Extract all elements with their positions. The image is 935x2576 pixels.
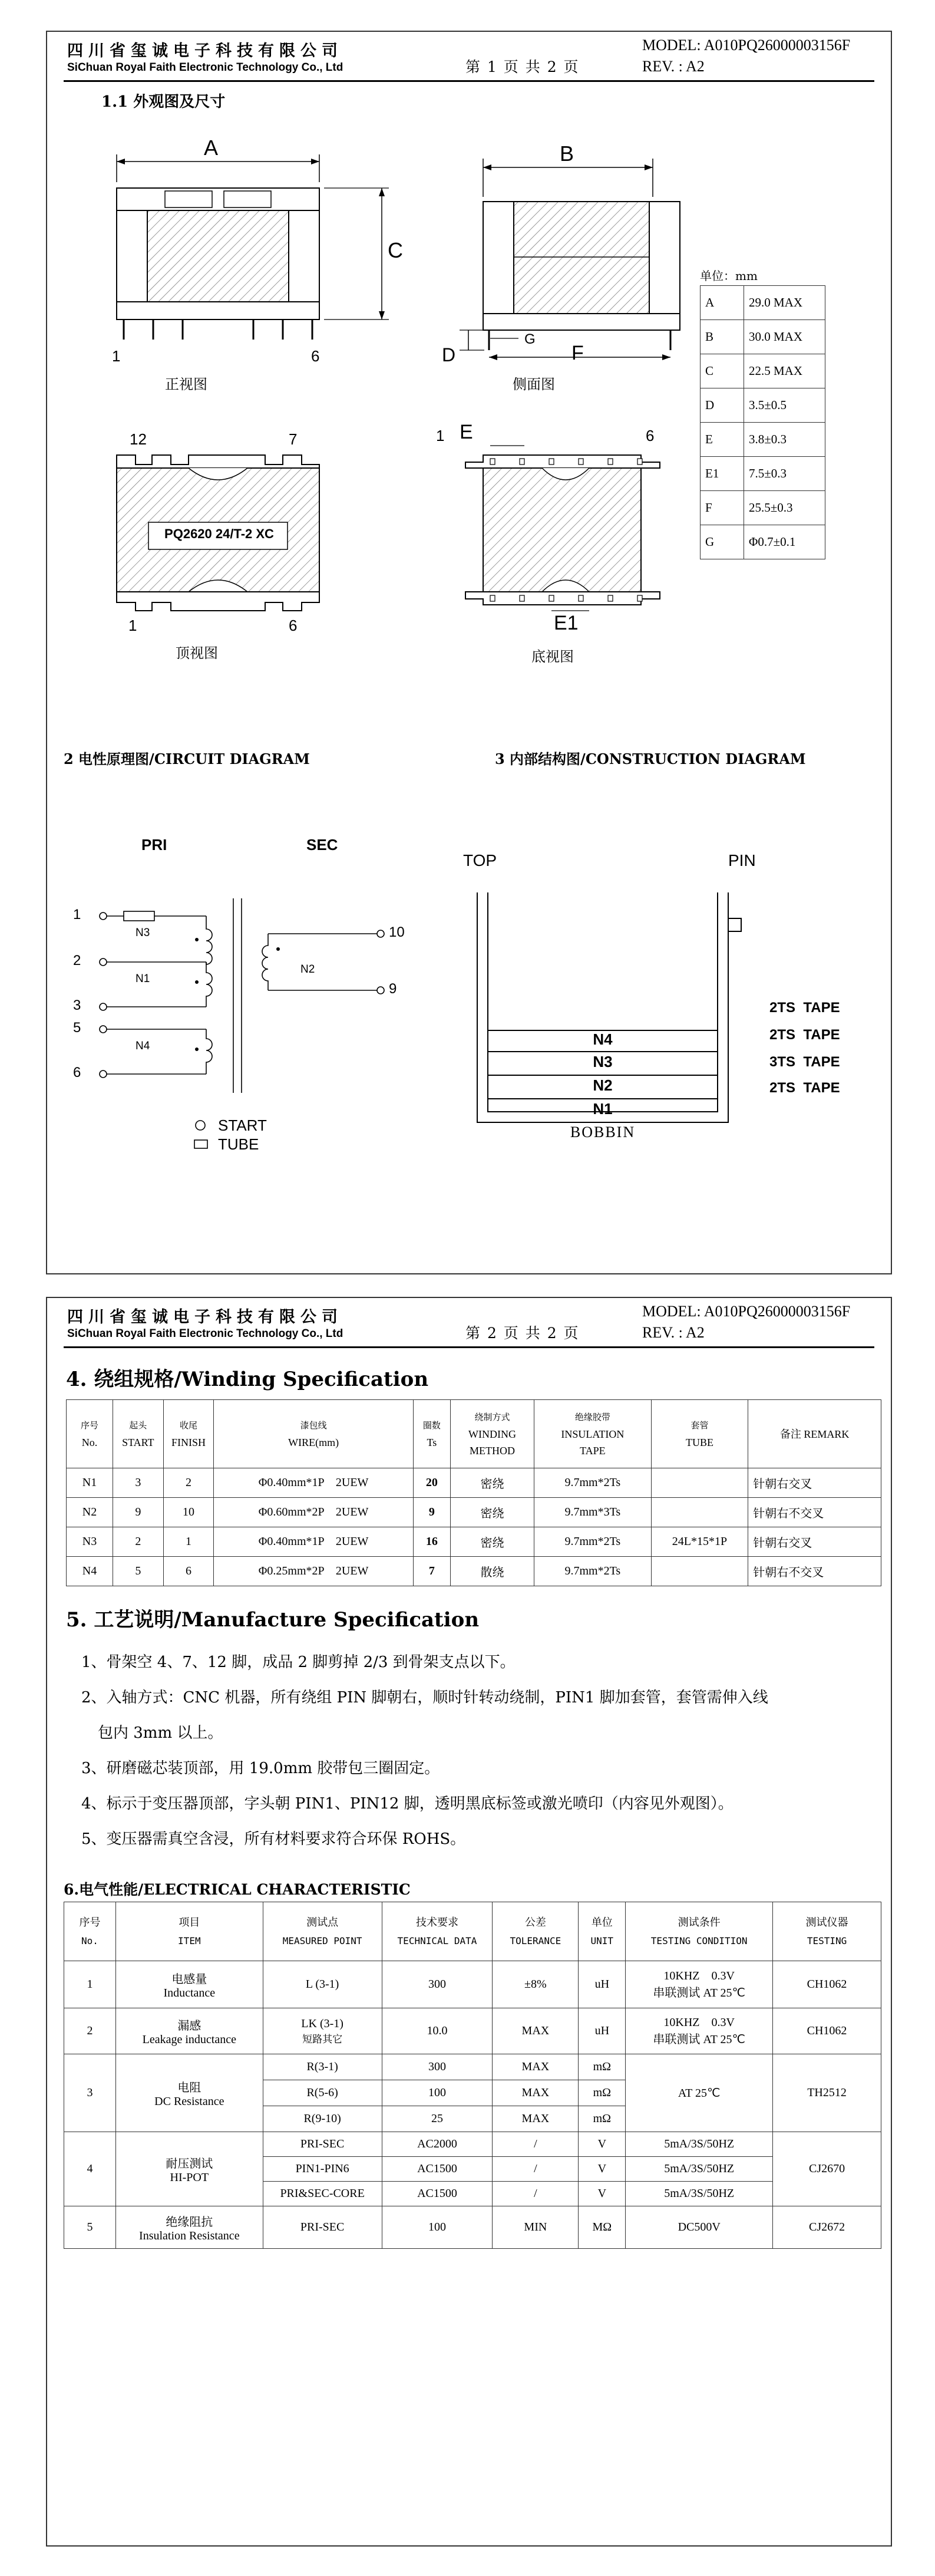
cell-data: 10.0 [382, 2008, 493, 2054]
unit-label: 单位：mm [700, 269, 758, 283]
header-line: ITEM [178, 1935, 201, 1946]
dimension-key: C [701, 354, 744, 388]
header-line: 套管 [690, 1421, 709, 1431]
table-row [67, 1498, 881, 1527]
header-line: 测试条件 [678, 1916, 721, 1928]
circuit-pin-3: 3 [73, 997, 81, 1013]
legend-tube: TUBE [218, 1135, 259, 1153]
cell-tolerance: ±8% [493, 1961, 579, 2008]
tape-label-2: 2TS TAPE [769, 1027, 840, 1043]
cell-point: L (3-1) [263, 1961, 382, 2008]
winding-label-n4: N4 [136, 1040, 150, 1052]
cell-unit: V [579, 2182, 626, 2206]
cell-tolerance: MAX [493, 2054, 579, 2080]
cell-instrument: TH2512 [773, 2054, 881, 2132]
cell-no: 2 [64, 2008, 116, 2054]
dimension-row [701, 525, 825, 559]
table-row [67, 1527, 881, 1557]
table-cell [651, 1557, 748, 1586]
company-name-cn: 四川省玺诚电子科技有限公司 [67, 42, 343, 60]
column-header [64, 1902, 116, 1961]
item-en: Leakage inductance [142, 2033, 236, 2046]
header-line: TESTING [807, 1935, 847, 1946]
header-line: 收尾 [180, 1421, 198, 1431]
winding-label-n3: N3 [136, 927, 150, 939]
table-row [64, 2008, 881, 2054]
cell-tolerance: / [493, 2182, 579, 2206]
header-line: 绝缘胶带 [574, 1412, 610, 1422]
cell-instrument: CJ2670 [773, 2132, 881, 2206]
cell-data: AC1500 [382, 2182, 493, 2206]
cell-point: PRI-SEC [263, 2206, 382, 2249]
table-cell: 10 [163, 1498, 214, 1527]
section-title-construction: 3 内部结构图/CONSTRUCTION DIAGRAM [495, 750, 806, 767]
bottom-view-drawing [465, 446, 660, 611]
table-cell: 密绕 [450, 1527, 534, 1557]
dimension-key: A [701, 286, 744, 320]
point-line: LK (3-1) [301, 2017, 343, 2030]
bottom-view-caption: 底视图 [531, 648, 574, 665]
cell-tolerance: MAX [493, 2106, 579, 2132]
header-line: 公差 [524, 1916, 546, 1928]
header-line: 序号 [79, 1916, 101, 1928]
cell-point: R(5-6) [263, 2080, 382, 2106]
table-cell [651, 1498, 748, 1527]
cell-condition [626, 1961, 773, 2008]
table-row [64, 2132, 881, 2157]
column-header [579, 1902, 626, 1961]
column-header [214, 1400, 413, 1468]
header-line: WIRE(mm) [288, 1436, 339, 1448]
header-line: TAPE [580, 1444, 606, 1457]
header-line: INSULATION [561, 1428, 625, 1440]
cell-point [263, 2008, 382, 2054]
top-pin12-label: 12 [130, 430, 147, 448]
cell-condition: DC500V [626, 2206, 773, 2249]
circuit-label-sec: SEC [306, 836, 338, 854]
winding-label-n1: N1 [136, 973, 150, 985]
drawing-sheet-1 [46, 31, 892, 1274]
bobbin-label: BOBBIN [570, 1124, 636, 1141]
circuit-pin-1: 1 [73, 907, 81, 923]
table-cell: 9.7mm*2Ts [534, 1468, 652, 1498]
table-cell: 16 [413, 1527, 450, 1557]
condition-line: 10KHZ 0.3V [663, 1969, 735, 1982]
table-cell: 针朝右交叉 [748, 1527, 881, 1557]
tape-label-1: 2TS TAPE [769, 1000, 840, 1016]
dimension-row [701, 388, 825, 423]
table-cell: 9 [413, 1498, 450, 1527]
header-line: 圈数 [422, 1421, 441, 1431]
cell-data: 25 [382, 2106, 493, 2132]
layer-n2: N2 [593, 1076, 613, 1094]
cell-unit: uH [579, 1961, 626, 2008]
cell-tolerance: / [493, 2157, 579, 2182]
header-line: METHOD [470, 1444, 516, 1457]
cell-point: PIN1-PIN6 [263, 2157, 382, 2182]
table-cell: Φ0.25mm*2P 2UEW [214, 1557, 413, 1586]
header-line: No. [81, 1436, 98, 1448]
header-line: 绕制方式 [474, 1412, 510, 1422]
cell-data: 100 [382, 2080, 493, 2106]
header-line: 技术要求 [415, 1916, 458, 1928]
header-line: 序号 [80, 1421, 98, 1431]
table-cell: 9.7mm*3Ts [534, 1498, 652, 1527]
drawing-sheet-2 [46, 1297, 892, 2547]
header-line: WINDING [468, 1428, 516, 1440]
item-cn: 耐压测试 [166, 2157, 213, 2170]
page-number: 第 2 页 共 2 页 [465, 1325, 580, 1342]
dimension-row [701, 491, 825, 525]
item-cn: 绝缘阻抗 [166, 2215, 213, 2229]
bottom-pin6-label: 6 [646, 427, 655, 444]
table-cell: 9.7mm*2Ts [534, 1527, 652, 1557]
header-rule [64, 1346, 874, 1348]
header-line: 起头 [129, 1421, 147, 1431]
cell-unit: V [579, 2157, 626, 2182]
cell-data: 300 [382, 2054, 493, 2080]
dimension-key: E [701, 423, 744, 457]
header-line: 项目 [179, 1916, 200, 1928]
column-header [413, 1400, 450, 1468]
table-cell: 9.7mm*2Ts [534, 1557, 652, 1586]
header-line: MEASURED POINT [282, 1935, 362, 1946]
cell-tolerance: MAX [493, 2008, 579, 2054]
bottom-pin1-label: 1 [436, 427, 445, 444]
header-line: 单位 [591, 1916, 613, 1928]
front-view-caption: 正视图 [165, 376, 207, 393]
dimension-row [701, 457, 825, 491]
dimension-value: 7.5±0.3 [744, 457, 825, 491]
cell-tolerance: MIN [493, 2206, 579, 2249]
dimension-key: F [701, 491, 744, 525]
front-pin6-label: 6 [311, 347, 320, 365]
cell-tolerance: / [493, 2132, 579, 2157]
table-cell: N2 [67, 1498, 113, 1527]
table-row [64, 1961, 881, 2008]
header-line: 测试点 [306, 1916, 339, 1928]
cell-tolerance: MAX [493, 2080, 579, 2106]
cell-unit: mΩ [579, 2054, 626, 2080]
header-line: TUBE [685, 1436, 713, 1448]
column-header [113, 1400, 163, 1468]
table-row [67, 1557, 881, 1586]
cell-no: 5 [64, 2206, 116, 2249]
top-pin6-label: 6 [289, 617, 298, 634]
electrical-characteristic-table [64, 1902, 881, 2249]
dim-label-a: A [204, 136, 219, 160]
table-row [64, 2206, 881, 2249]
layer-n3: N3 [593, 1053, 613, 1070]
company-name-cn: 四川省玺诚电子科技有限公司 [67, 1308, 343, 1326]
table-cell: 针朝右交叉 [748, 1468, 881, 1498]
dimension-value: 3.5±0.5 [744, 388, 825, 423]
dimension-value: 3.8±0.3 [744, 423, 825, 457]
header-line: 备注 REMARK [779, 1428, 850, 1440]
dim-label-e: E [460, 421, 473, 443]
section-title-electrical: 6.电气性能/ELECTRICAL CHARACTERISTIC [64, 1881, 411, 1898]
header-line: 测试仪器 [805, 1916, 848, 1928]
cell-data: 300 [382, 1961, 493, 2008]
header-line: 漆包线 [300, 1421, 327, 1431]
front-view-drawing [117, 154, 389, 340]
cell-instrument: CJ2672 [773, 2206, 881, 2249]
header-line: UNIT [590, 1935, 614, 1946]
circuit-label-pri: PRI [141, 836, 167, 854]
dimension-row [701, 423, 825, 457]
circuit-pin-6: 6 [73, 1065, 81, 1081]
cell-instrument: CH1062 [773, 1961, 881, 2008]
column-header [626, 1902, 773, 1961]
cell-item [115, 2008, 263, 2054]
item-en: DC Resistance [154, 2094, 224, 2108]
spec-item: 3、研磨磁芯装顶部，用 19.0mm 胶带包三圈固定。 [81, 1760, 440, 1777]
cell-instrument: CH1062 [773, 2008, 881, 2054]
circuit-pin-2: 2 [73, 953, 81, 969]
header-line: FINISH [171, 1436, 206, 1448]
cell-data: AC2000 [382, 2132, 493, 2157]
side-view-drawing [460, 159, 680, 360]
winding-label-n2: N2 [300, 963, 315, 976]
column-header [773, 1902, 881, 1961]
table-cell: 7 [413, 1557, 450, 1586]
column-header [67, 1400, 113, 1468]
spec-item: 包内 3mm 以上。 [98, 1724, 223, 1742]
cell-condition: 5mA/3S/50HZ [626, 2182, 773, 2206]
section-title-manufacture: 5. 工艺说明/Manufacture Specification [66, 1608, 480, 1632]
cell-data: 100 [382, 2206, 493, 2249]
tape-label-4: 2TS TAPE [769, 1080, 840, 1096]
header-line: TESTING CONDITION [650, 1935, 748, 1946]
model-number: MODEL: A010PQ26000003156F [642, 1303, 851, 1320]
column-header [493, 1902, 579, 1961]
cell-item [115, 2206, 263, 2249]
dimension-value: 29.0 MAX [744, 286, 825, 320]
section-title-appearance: 1.1 外观图及尺寸 [101, 93, 226, 111]
sheet-header [47, 32, 891, 81]
dimension-value: 30.0 MAX [744, 320, 825, 354]
cell-point: R(3-1) [263, 2054, 382, 2080]
cell-unit: mΩ [579, 2080, 626, 2106]
circuit-pin-9: 9 [389, 981, 397, 997]
dimension-value: 25.5±0.3 [744, 491, 825, 525]
table-cell: N4 [67, 1557, 113, 1586]
section-title-winding: 4. 绕组规格/Winding Specification [66, 1368, 429, 1391]
table-row [67, 1468, 881, 1498]
dim-label-d: D [442, 344, 456, 365]
dimension-value: Φ0.7±0.1 [744, 525, 825, 559]
dimension-value: 22.5 MAX [744, 354, 825, 388]
cell-data: AC1500 [382, 2157, 493, 2182]
dim-label-c: C [388, 238, 403, 262]
table-cell: 针朝右不交叉 [748, 1557, 881, 1586]
table-cell: 2 [113, 1527, 163, 1557]
dim-label-g: G [524, 331, 536, 347]
column-header [450, 1400, 534, 1468]
tape-label-3: 3TS TAPE [769, 1054, 840, 1070]
item-en: HI-POT [170, 2170, 209, 2184]
column-header [748, 1400, 881, 1468]
dim-label-b: B [560, 141, 574, 166]
part-marking-label: PQ2620 24/T-2 XC [164, 526, 274, 541]
table-cell: 2 [163, 1468, 214, 1498]
cell-condition: AT 25℃ [626, 2054, 773, 2132]
company-name-en: SiChuan Royal Faith Electronic Technology Co., Ltd [67, 61, 343, 74]
table-cell: 密绕 [450, 1468, 534, 1498]
table-cell: 9 [113, 1498, 163, 1527]
circuit-pin-5: 5 [73, 1020, 81, 1036]
cell-condition: 5mA/3S/50HZ [626, 2132, 773, 2157]
sheet-header [47, 1298, 891, 1348]
cell-item [115, 2054, 263, 2132]
cell-unit: mΩ [579, 2106, 626, 2132]
top-view-caption: 顶视图 [176, 645, 218, 661]
side-view-caption: 侧面图 [513, 376, 555, 393]
header-line: START [122, 1436, 154, 1448]
table-cell: N1 [67, 1468, 113, 1498]
circuit-pin-10: 10 [389, 924, 405, 940]
table-cell: 24L*15*1P [651, 1527, 748, 1557]
front-pin1-label: 1 [112, 347, 121, 365]
column-header [163, 1400, 214, 1468]
table-cell: 针朝右不交叉 [748, 1498, 881, 1527]
item-cn: 电感量 [171, 1972, 207, 1986]
cell-no: 4 [64, 2132, 116, 2206]
point-note: 短路其它 [302, 2033, 343, 2045]
cell-item [115, 1961, 263, 2008]
cell-unit: MΩ [579, 2206, 626, 2249]
dim-label-f: F [571, 342, 584, 364]
cell-no: 1 [64, 1961, 116, 2008]
column-header [651, 1400, 748, 1468]
table-cell: 3 [113, 1468, 163, 1498]
cell-point: PRI&SEC-CORE [263, 2182, 382, 2206]
header-line: TECHNICAL DATA [397, 1935, 477, 1946]
page-number: 第 1 页 共 2 页 [465, 58, 580, 75]
spec-item: 2、入轴方式：CNC 机器，所有绕组 PIN 脚朝右，顺时针转动绕制，PIN1 脚加套管，套管需伸入线 [81, 1689, 768, 1707]
column-header [382, 1902, 493, 1961]
dimension-row [701, 354, 825, 388]
table-cell: Φ0.60mm*2P 2UEW [214, 1498, 413, 1527]
cell-point: R(9-10) [263, 2106, 382, 2132]
table-cell: 5 [113, 1557, 163, 1586]
dimension-key: B [701, 320, 744, 354]
manufacture-spec-list [81, 1645, 883, 1857]
table-cell: 20 [413, 1468, 450, 1498]
top-pin7-label: 7 [289, 430, 298, 448]
cell-point: PRI-SEC [263, 2132, 382, 2157]
table-cell: 散绕 [450, 1557, 534, 1586]
cell-unit: V [579, 2132, 626, 2157]
header-line: Ts [427, 1436, 437, 1448]
condition-line: 串联测试 AT 25℃ [653, 2033, 745, 2046]
table-row [64, 2054, 881, 2080]
header-rule [64, 80, 874, 82]
column-header [263, 1902, 382, 1961]
company-name-en: SiChuan Royal Faith Electronic Technology Co., Ltd [67, 1327, 343, 1340]
construction-top-label: TOP [463, 851, 497, 869]
cell-condition [626, 2008, 773, 2054]
table-cell: Φ0.40mm*1P 2UEW [214, 1468, 413, 1498]
layer-n1: N1 [593, 1100, 613, 1118]
construction-pin-label: PIN [728, 851, 756, 869]
spec-item: 1、骨架空 4、7、12 脚，成品 2 脚剪掉 2/3 到骨架支点以下。 [81, 1653, 516, 1671]
spec-item: 5、变压器需真空含浸，所有材料要求符合环保 ROHS。 [81, 1830, 466, 1848]
header-line: TOLERANCE [510, 1935, 561, 1946]
header-line: No. [81, 1935, 98, 1946]
section-title-circuit: 2 电性原理图/CIRCUIT DIAGRAM [64, 750, 310, 767]
dim-label-e1: E1 [554, 612, 579, 634]
condition-line: 串联测试 AT 25℃ [653, 1986, 745, 1999]
winding-spec-table [66, 1399, 881, 1586]
dimension-row [701, 286, 825, 320]
cell-unit: uH [579, 2008, 626, 2054]
condition-line: 10KHZ 0.3V [663, 2015, 735, 2029]
table-cell: 1 [163, 1527, 214, 1557]
item-cn: 漏感 [177, 2019, 201, 2033]
item-cn: 电阻 [177, 2081, 201, 2094]
table-cell [651, 1468, 748, 1498]
table-cell: Φ0.40mm*1P 2UEW [214, 1527, 413, 1557]
cell-item [115, 2132, 263, 2206]
cell-no: 3 [64, 2054, 116, 2132]
legend-start: START [218, 1116, 267, 1134]
construction-bobbin-drawing [460, 875, 766, 1134]
top-pin1-label: 1 [128, 617, 137, 634]
dimension-table [700, 285, 825, 559]
column-header [534, 1400, 652, 1468]
dimension-row [701, 320, 825, 354]
layer-n4: N4 [593, 1030, 613, 1048]
model-number: MODEL: A010PQ26000003156F [642, 37, 851, 54]
table-cell: 6 [163, 1557, 214, 1586]
cell-condition: 5mA/3S/50HZ [626, 2157, 773, 2182]
dimension-key: G [701, 525, 744, 559]
item-en: Inductance [163, 1986, 216, 1999]
table-cell: 密绕 [450, 1498, 534, 1527]
column-header [115, 1902, 263, 1961]
revision: REV. : A2 [642, 1324, 705, 1341]
revision: REV. : A2 [642, 58, 705, 75]
dimension-key: E1 [701, 457, 744, 491]
spec-item: 4、标示于变压器顶部，字头朝 PIN1、PIN12 脚，透明黑底标签或激光喷印（内容见外观图）。 [81, 1795, 734, 1813]
dimension-key: D [701, 388, 744, 423]
table-cell: N3 [67, 1527, 113, 1557]
item-en: Insulation Resistance [139, 2229, 240, 2242]
